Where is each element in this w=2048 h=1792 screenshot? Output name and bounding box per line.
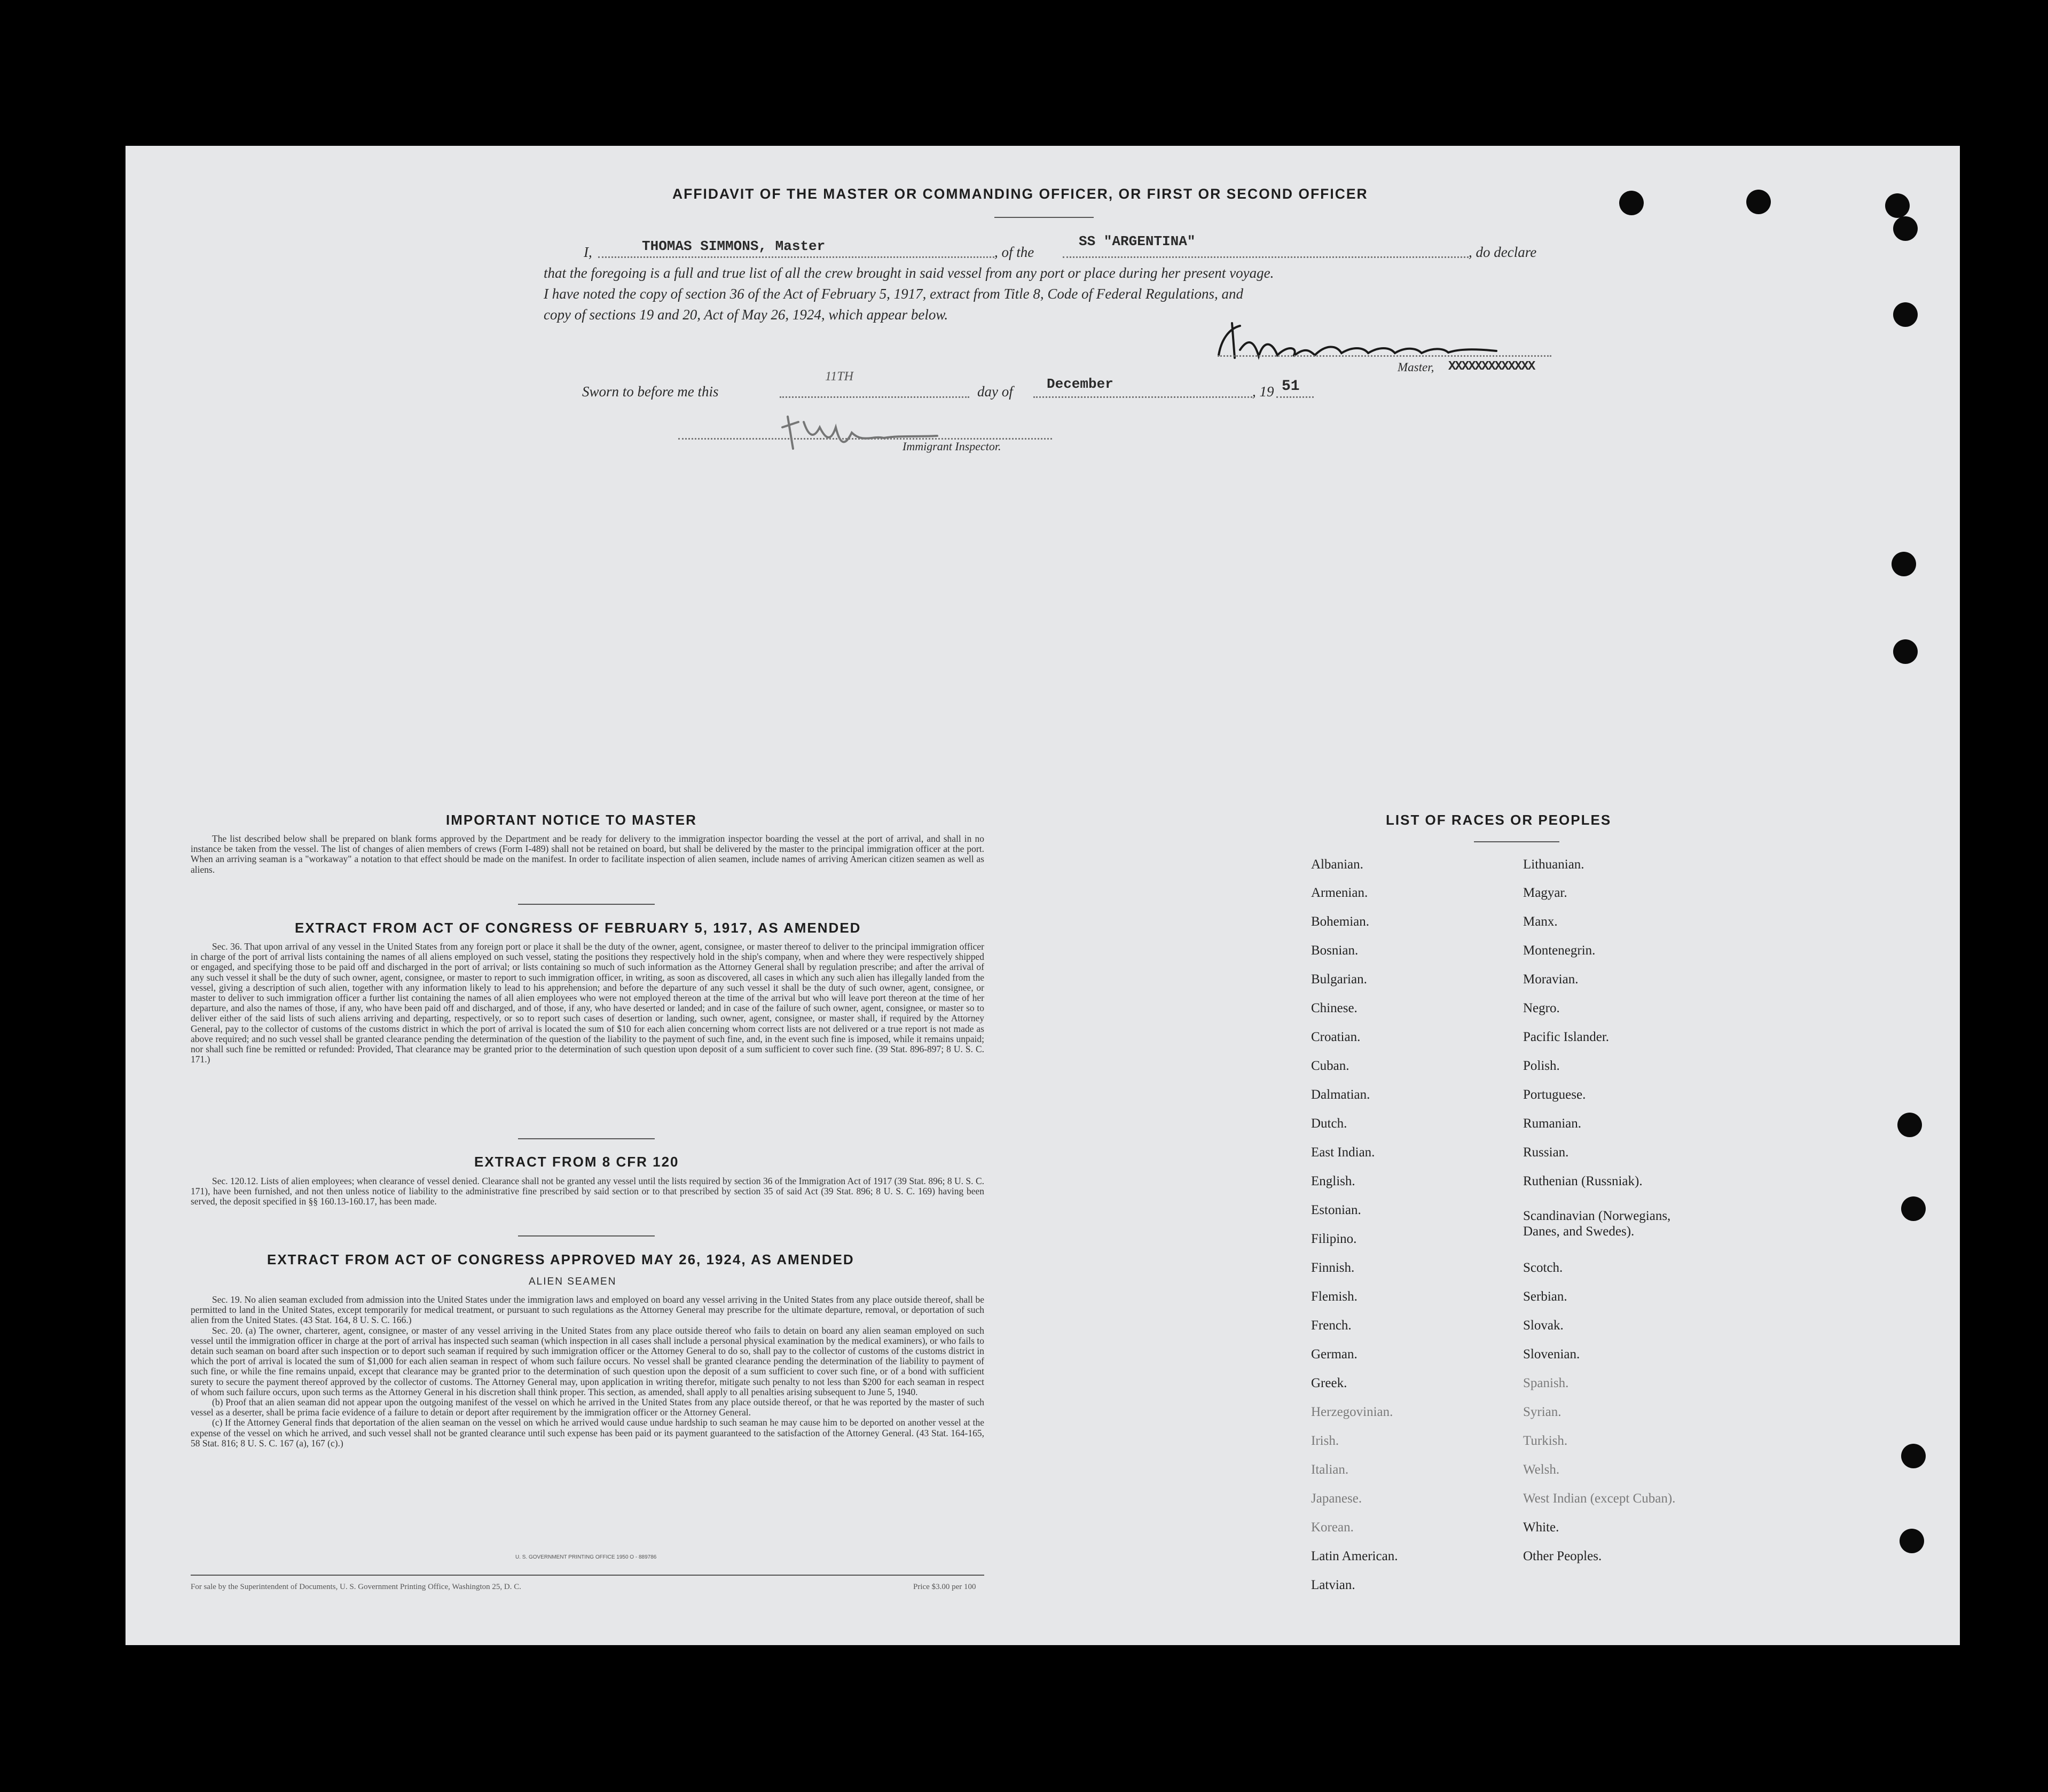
master-title-label: Master, — [1398, 361, 1434, 374]
punch-hole-icon — [1892, 552, 1916, 576]
race-item: French. — [1311, 1318, 1352, 1333]
punch-hole-icon — [1893, 302, 1918, 327]
race-item: Russian. — [1523, 1145, 1569, 1160]
month-value: December — [1047, 376, 1113, 392]
race-item: Manx. — [1523, 914, 1558, 929]
day-value: 11TH — [825, 370, 853, 384]
race-item: Dalmatian. — [1311, 1087, 1370, 1102]
master-struck-text: XXXXXXXXXXXXX — [1448, 359, 1535, 374]
punch-hole-icon — [1901, 1444, 1926, 1468]
race-item: Scotch. — [1523, 1261, 1563, 1275]
affidavit-title: AFFIDAVIT OF THE MASTER OR COMMANDING OFFICER, OR FIRST OR SECOND OFFICER — [672, 186, 1368, 202]
race-item: Moravian. — [1523, 972, 1579, 987]
affidavit-body-line3: copy of sections 19 and 20, Act of May 26, 1924, which appear below. — [544, 307, 948, 323]
notice-title: IMPORTANT NOTICE TO MASTER — [446, 812, 697, 828]
race-item: Ruthenian (Russniak). — [1523, 1174, 1643, 1188]
punch-hole-icon — [1893, 639, 1918, 664]
notice-rule — [518, 904, 655, 905]
race-item: Syrian. — [1523, 1405, 1561, 1419]
punch-hole-icon — [1746, 190, 1771, 214]
race-item: Flemish. — [1311, 1289, 1358, 1304]
race-item: Greek. — [1311, 1376, 1347, 1390]
race-item: Korean. — [1311, 1520, 1354, 1535]
race-item: Other Peoples. — [1523, 1549, 1602, 1563]
year-prefix: , 19 — [1252, 384, 1274, 400]
race-item: Bulgarian. — [1311, 972, 1367, 987]
year-line — [1276, 396, 1314, 398]
footer-rule — [191, 1575, 984, 1576]
affidavit-body-line2: I have noted the copy of section 36 of the Act of February 5, 1917, extract from Title 8, Code of Federal Regulations, and — [544, 286, 1244, 302]
section-20a-text: Sec. 20. (a) The owner, charterer, agent, consignee, or master of any vessel arriving in the United States from any place outside thereof who fails to detain on board any alien seaman employed on such vessel until the immigration officer in charge at the port of arrival has inspected such seaman (which inspection in all cases shall include a personal physical examination by the medical examiners), or who fails to detain such seaman on board after such inspection or to deport such seaman if required by such immigration officer or the Attorney General to do so, shall pay to the collector of customs of the customs district in which the port of arrival is located the sum of $1,000 for each alien seaman in respect of whom such failure occurs. No vessel shall be granted clearance pending the determination of the liability to payment of such fine, or while the fine remains unpaid, except that clearance may be granted prior to the determination of such question upon the deposit of a sum sufficient to cover such fine, or of a bond with sufficient surety to secure the payment thereof approved by the collector of customs. The Attorney General may, upon application in writing therefor, mitigate such penalty to not less than $200 for each seaman in respect of whom such failure occurs, upon such terms as the Attorney General in his discretion shall think proper. This section, as amended, shall apply to all penalties arising subsequent to June 5, 1940. — [191, 1325, 984, 1397]
race-item: Italian. — [1311, 1462, 1349, 1477]
race-item: Armenian. — [1311, 886, 1368, 900]
race-item: Slovak. — [1523, 1318, 1564, 1333]
race-item: Montenegrin. — [1523, 943, 1596, 958]
race-item: Rumanian. — [1523, 1116, 1582, 1131]
alien-seamen-subtitle: ALIEN SEAMEN — [529, 1276, 617, 1287]
race-item: Herzegovinian. — [1311, 1405, 1393, 1419]
race-item: East Indian. — [1311, 1145, 1375, 1160]
races-title: LIST OF RACES OR PEOPLES — [1386, 812, 1612, 828]
race-item: Serbian. — [1523, 1289, 1567, 1304]
race-item: White. — [1523, 1520, 1559, 1535]
month-line — [1033, 396, 1252, 398]
vessel-line — [1063, 256, 1469, 258]
extract-1917-title: EXTRACT FROM ACT OF CONGRESS OF FEBRUARY 5, 1917, AS AMENDED — [295, 920, 861, 936]
footer-price-text: Price $3.00 per 100 — [913, 1583, 976, 1591]
race-item: German. — [1311, 1347, 1358, 1361]
punch-hole-icon — [1619, 191, 1644, 215]
race-item: Pacific Islander. — [1523, 1030, 1610, 1044]
race-item: Bosnian. — [1311, 943, 1359, 958]
extract-8cfr-rule — [518, 1235, 655, 1237]
title-rule — [994, 217, 1094, 218]
race-item: Danes, and Swedes). — [1523, 1224, 1635, 1239]
day-line — [780, 396, 969, 398]
race-item: Cuban. — [1311, 1059, 1349, 1073]
inspector-label: Immigrant Inspector. — [903, 440, 1001, 453]
punch-hole-icon — [1885, 193, 1910, 218]
races-rule — [1474, 841, 1559, 842]
section-120-12-text: Sec. 120.12. Lists of alien employees; when clearance of vessel denied. Clearance shall not be granted any vessel until the lists required by section 36 of the Immigration Act of 1917 (39 Stat. 896; 8 U. S. C. 171), have been furnished, and not then unless notice of liability to the administrative fine prescribed by said section or to that prescribed by section 35 of said Act (39 Stat. 896; 8 U. S. C. 169) having been served, the deposit specified in §§ 160.13-160.17, has been made. — [191, 1176, 984, 1207]
extract-1924-title: EXTRACT FROM ACT OF CONGRESS APPROVED MAY 26, 1924, AS AMENDED — [267, 1251, 854, 1267]
race-item: Latin American. — [1311, 1549, 1398, 1563]
extract-8cfr-title: EXTRACT FROM 8 CFR 120 — [474, 1154, 679, 1170]
extract-1917-rule — [518, 1138, 655, 1139]
section-36-text: Sec. 36. That upon arrival of any vessel in the United States from any foreign port or place it shall be the duty of the owner, agent, consignee, or master thereof to deliver to the principal immigration officer in charge of the port of arrival lists containing the names of all aliens employed on such vessel, stating the positions they respectively hold in the ship's company, when and where they were respectively shipped or engaged, and specifying those to be paid off and discharged in the port of arrival; or lists containing so much of such information as the Attorney General shall by regulation prescribe; and after the arrival of any such vessel it shall be the duty of such owner, agent, consignee, or master to report to such immigration officer, in writing, as soon as discovered, all cases in which any such alien has illegally landed from the vessel, giving a description of such alien, together with any information likely to lead to his apprehension; and before the departure of any such vessel it shall be the duty of such owner, agent, consignee, or master to deliver to such immigration officer a further list containing the names of all alien employees who were not employed thereon at the time of the arrival but who will leave port thereon at the time of her departure, and also the names of those, if any, who have been paid off and discharged, and of those, if any, who have deserted or landed; and in case of the failure of such owner, agent, consignee, or master so to deliver either of the said lists of such aliens arriving and departing, respectively, or so to report such cases of desertion or landing, such owner, agent, consignee, or master shall, if required by the Attorney General, pay to the collector of customs of the customs district in which the port of arrival is located the sum of $10 for each alien concerning whom correct lists are not delivered or a true report is not made as above required; and no such vessel shall be granted clearance pending the determination of the question of the liability to the payment of such fine, and, in the event such fine is imposed, while it remains unpaid; nor shall such fine be remitted or refunded: Provided, That clearance may be granted prior to the determination of such question upon deposit of a sum sufficient to cover such fine. (39 Stat. 896-897; 8 U. S. C. 171.) — [191, 941, 984, 1065]
do-declare-label: , do declare — [1469, 244, 1537, 260]
punch-hole-icon — [1897, 1113, 1922, 1137]
race-item: Turkish. — [1523, 1434, 1568, 1448]
master-signature-line — [1218, 355, 1551, 357]
race-item: Dutch. — [1311, 1116, 1347, 1131]
race-item: Portuguese. — [1523, 1087, 1586, 1102]
section-19-text: Sec. 19. No alien seaman excluded from admission into the United States under the immigration laws and employed on board any vessel arriving in the United States from any place outside thereof, shall be permitted to land in the United States, except temporarily for medical treatment, or pursuant to such regulations as the Attorney General may prescribe for the ultimate departure, removal, or deportation of such alien from the United States. (43 Stat. 164, 8 U. S. C. 166.) — [191, 1294, 984, 1326]
race-item: Slovenian. — [1523, 1347, 1580, 1361]
race-item: Albanian. — [1311, 857, 1363, 872]
race-item: English. — [1311, 1174, 1355, 1188]
day-of-label: day of — [977, 384, 1013, 400]
section-20b-text: (b) Proof that an alien seaman did not appear upon the outgoing manifest of the vessel on which he arrived in the United States from any place outside thereof, or that he was reported by the master of such vessel as a deserter, shall be prima facie evidence of a failure to detain or deport after requirement by the immigration officer or the Attorney General. — [191, 1397, 984, 1418]
race-item: West Indian (except Cuban). — [1523, 1491, 1676, 1506]
race-item: Bohemian. — [1311, 914, 1370, 929]
race-item: Latvian. — [1311, 1578, 1355, 1592]
race-item: Lithuanian. — [1523, 857, 1584, 872]
punch-hole-icon — [1901, 1196, 1926, 1221]
year-value: 51 — [1282, 378, 1300, 395]
race-item: Scandinavian (Norwegians, — [1523, 1209, 1671, 1223]
race-item: Spanish. — [1523, 1376, 1569, 1390]
race-item: Filipino. — [1311, 1232, 1357, 1246]
race-item: Polish. — [1523, 1059, 1560, 1073]
race-item: Finnish. — [1311, 1261, 1355, 1275]
race-item: Chinese. — [1311, 1001, 1358, 1015]
name-line — [598, 256, 994, 258]
extract-1924-body — [191, 1295, 984, 1449]
notice-text: The list described below shall be prepared on blank forms approved by the Department and be ready for delivery to the immigration inspector boarding the vessel at the port of arrival, and shall in no instance be taken from the vessel. The list of changes of alien members of crews (Form I-489) shall not be retained on board, but shall be delivered by the master to the principal immigration officer at the port. When an arriving seaman is a "workaway" a notation to that effect should be made on the manifest. In order to facilitate inspection of alien seamen, include names of arriving American citizen seamen as well as aliens. — [191, 833, 984, 875]
race-item: Irish. — [1311, 1434, 1339, 1448]
vessel-name-value: SS "ARGENTINA" — [1079, 233, 1196, 249]
gpo-line: U. S. GOVERNMENT PRINTING OFFICE 1950 O - 889786 — [515, 1554, 657, 1560]
race-item: Croatian. — [1311, 1030, 1361, 1044]
notice-body — [191, 834, 984, 875]
race-item: Negro. — [1523, 1001, 1560, 1015]
of-the-label: , of the — [994, 244, 1034, 260]
punch-hole-icon — [1900, 1529, 1924, 1553]
race-item: Magyar. — [1523, 886, 1567, 900]
race-item: Japanese. — [1311, 1491, 1362, 1506]
extract-8cfr-body — [191, 1176, 984, 1207]
race-item: Estonian. — [1311, 1203, 1361, 1217]
affidavit-body-line1: that the foregoing is a full and true list of all the crew brought in said vessel from any port or place during her present voyage. — [544, 265, 1274, 281]
extract-1917-body — [191, 942, 984, 1065]
i-label: I, — [584, 244, 592, 260]
section-20c-text: (c) If the Attorney General finds that deportation of the alien seaman on the vessel on which he arrived would cause undue hardship to such seaman he may cause him to be deported on another vessel at the expense of the vessel on which he arrived, and such vessel shall not be granted clearance until such expense has been paid or its payment guaranteed to the satisfaction of the Attorney General. (43 Stat. 164-165, 58 Stat. 816; 8 U. S. C. 167 (a), 167 (c).) — [191, 1417, 984, 1449]
master-name-value: THOMAS SIMMONS, Master — [642, 238, 826, 254]
race-item: Welsh. — [1523, 1462, 1560, 1477]
footer-sale-text: For sale by the Superintendent of Documents, U. S. Government Printing Office, Washington 25, D. C. — [191, 1583, 521, 1591]
sworn-label: Sworn to before me this — [582, 384, 719, 400]
punch-hole-icon — [1893, 216, 1918, 241]
